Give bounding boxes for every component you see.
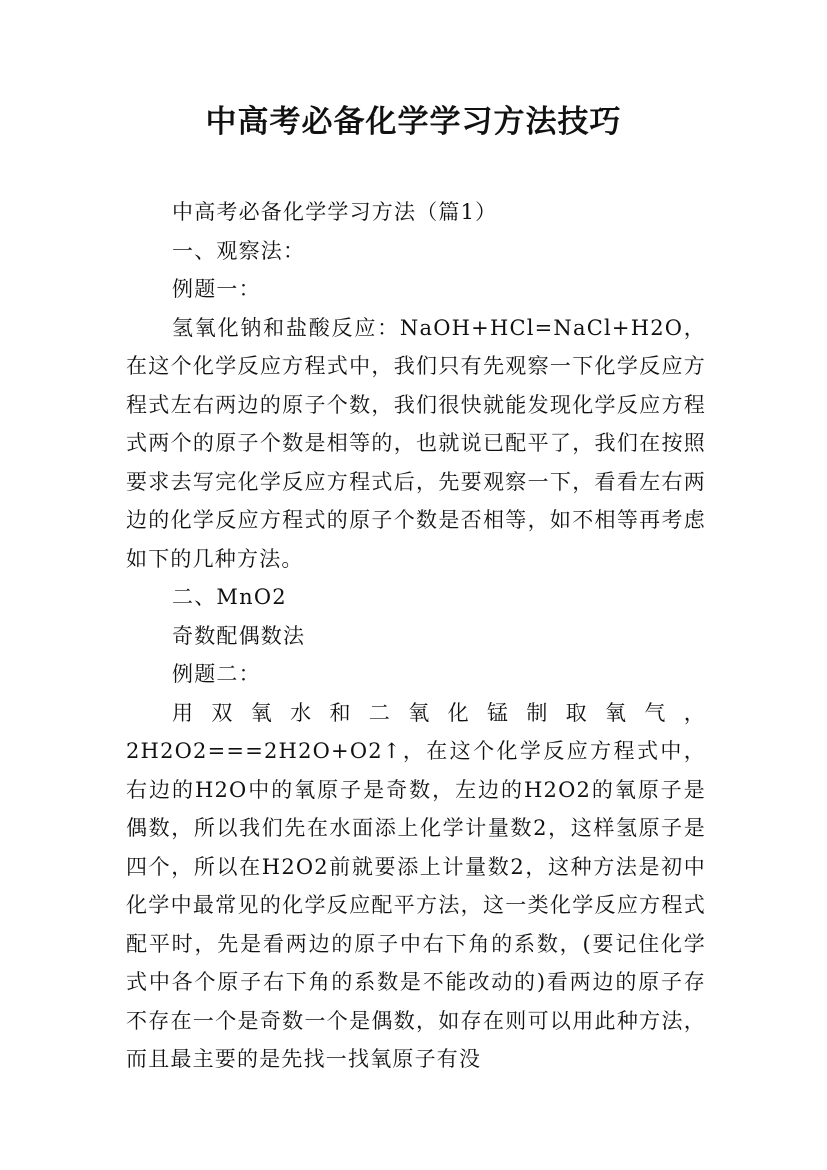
example-label-2: 例题二：	[172, 662, 261, 686]
document-body	[126, 193, 706, 1079]
section-heading: 中高考必备化学学习方法（篇1）	[172, 200, 498, 224]
example-paragraph-2: 用双氧水和二氧化锰制取氧气，2H2O2===2H2O+O2↑，在这个化学反应方程式中，右边的H2O中的氧原子是奇数，左边的H2O2的氧原子是偶数，所以我们先在水面添上化学计量数2，这样氢原子是四个，所以在H2O2前就要添上计量数2，这种方法是初中化学中最常见的化学反应配平方法，这一类化学反应方程式配平时，先是看两边的原子中右下角的系数，(要记住化学式中各个原子右下角的系数是不能改动的)看两边的原子存不存在一个是奇数一个是偶数，如存在则可以用此种方法，而且最主要的是先找一找氧原子有没	[126, 700, 706, 1071]
method-heading-observation: 一、观察法：	[172, 238, 306, 263]
example-paragraph-1: 氢氧化钠和盐酸反应：NaOH+HCl=NaCl+H2O，在这个化学反应方程式中，我们只有先观察一下化学反应方程式左右两边的原子个数，我们很快就能发现化学反应方程式两个的原子个数是相等的，也就说已配平了，我们在按照要求去写完化学反应方程式后，先要观察一下，看看左右两边的化学反应方程式的原子个数是否相等，如不相等再考虑如下的几种方法。	[126, 315, 706, 571]
example-label-1: 例题一：	[172, 277, 261, 301]
document-title: 中高考必备化学学习方法技巧	[205, 104, 622, 140]
method-name-odd-even: 奇数配偶数法	[172, 623, 306, 648]
method-heading-mno2: 二、MnO2	[172, 585, 287, 609]
